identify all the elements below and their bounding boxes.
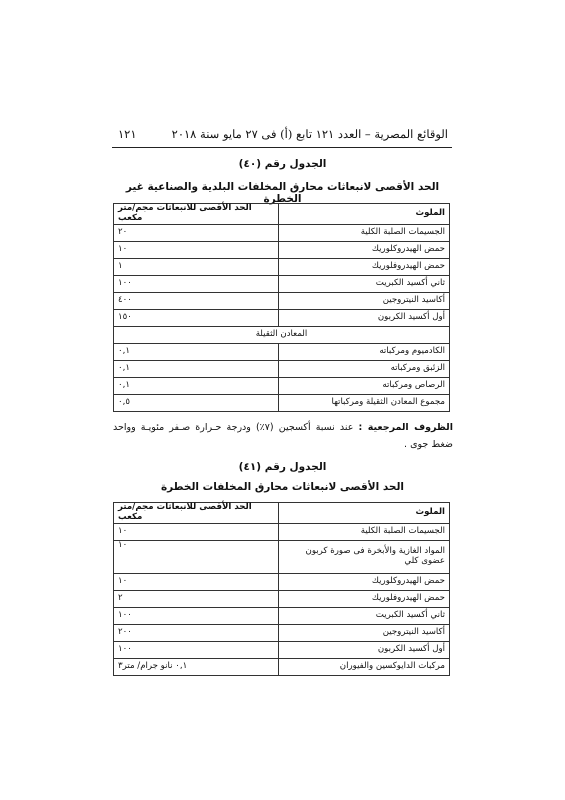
pollutant-cell: مجموع المعادن الثقيلة ومركباتها [279,394,450,411]
limit-cell: ٢ [114,590,279,607]
pollutant-cell: الكادميوم ومركباته [279,343,450,360]
pollutant-cell: الجسيمات الصلبة الكلية [279,224,450,241]
page-header [118,127,448,141]
pollutant-cell: أكاسيد النيتروجين [279,624,450,641]
table-row [114,275,450,292]
table-row [114,258,450,275]
table-row [114,309,450,326]
pollutant-cell: مركبات الدايوكسين والفيوران [279,658,450,675]
table-row [114,377,450,394]
header-text: الوقائع المصرية – العدد ١٢١ تابع (أ) فى ٢٧ مايو سنة ٢٠١٨ [171,127,448,141]
pollutant-cell: أكاسيد النيتروجين [279,292,450,309]
pollutant-cell: أول أكسيد الكربون [279,641,450,658]
table41 [113,502,450,676]
limit-cell: ٠,١ نانو جرام/ متر٣ [114,658,279,675]
table40 [113,203,450,412]
subheading-row [114,326,450,343]
table-row [114,658,450,675]
pollutant-cell: المواد الغازية والأبخرة فى صورة كربون عضوى كلي [279,540,450,573]
note-label: الظروف المرجعية : [358,422,454,433]
pollutant-cell: الزئبق ومركباته [279,360,450,377]
limit-cell: ١٠ [114,540,279,573]
pollutant-cell: الرصاص ومركباته [279,377,450,394]
table-row [114,607,450,624]
table-row [114,624,450,641]
limit-cell: ١٠ [114,573,279,590]
limit-cell: ٤٠٠ [114,292,279,309]
table41-number: الجدول رقم (٤١) [238,461,327,473]
table-row [114,343,450,360]
table-row [114,573,450,590]
pollutant-cell: حمض الهيدروفلوريك [279,590,450,607]
limit-cell: ١٥٠ [114,309,279,326]
col-pollutant-header: الملوث [279,204,450,225]
page-number: ١٢١ [118,127,137,141]
pollutant-cell: حمض الهيدروفلوريك [279,258,450,275]
limit-cell: ٢٠ [114,224,279,241]
header-divider [112,147,452,148]
table-row [114,360,450,377]
table-row [114,241,450,258]
table-row [114,224,450,241]
table-row [114,394,450,411]
table-header-row [114,204,450,225]
limit-cell: ١٠ [114,523,279,540]
limit-cell: ٠,٥ [114,394,279,411]
table-row [114,540,450,573]
limit-cell: ١ [114,258,279,275]
col-pollutant-header: الملوث [279,503,450,524]
table41-title: الحد الأقصى لانبعاثات محارق المخلفات الخطرة [160,481,405,493]
limit-cell: ١٠٠ [114,275,279,292]
limit-cell: ٢٠٠ [114,624,279,641]
limit-cell: ١٠٠ [114,607,279,624]
table-row [114,292,450,309]
table-row [114,641,450,658]
limit-cell: ١٠ [114,241,279,258]
reference-conditions-note [113,419,453,453]
table40-title: الحد الأقصى لانبعاثات محارق المخلفات البلدية والصناعية غير الخطرة [125,181,440,205]
table-row [114,590,450,607]
col-limit-header: الحد الأقصى للانبعاثات مجم/متر مكعب [114,503,279,524]
limit-cell: ٠,١ [114,360,279,377]
limit-cell: ٠,١ [114,343,279,360]
pollutant-cell: حمض الهيدروكلوريك [279,241,450,258]
table40-number: الجدول رقم (٤٠) [238,158,327,170]
limit-cell: ١٠٠ [114,641,279,658]
col-limit-header: الحد الأقصى للانبعاثات مجم/متر مكعب [114,204,279,225]
pollutant-cell: أول أكسيد الكربون [279,309,450,326]
pollutant-cell: ثاني أكسيد الكبريت [279,607,450,624]
pollutant-cell: حمض الهيدروكلوريك [279,573,450,590]
table-row [114,523,450,540]
heavy-metals-subheading: المعادن الثقيلة [114,326,450,343]
limit-cell: ٠,١ [114,377,279,394]
pollutant-cell: ثاني أكسيد الكبريت [279,275,450,292]
table-header-row [114,503,450,524]
pollutant-cell: الجسيمات الصلبة الكلية [279,523,450,540]
note-text: عند نسبة أكسجين (٧٪) ودرجة حـرارة صـفر مئويـة وواحد ضغط جوى . [113,422,453,450]
